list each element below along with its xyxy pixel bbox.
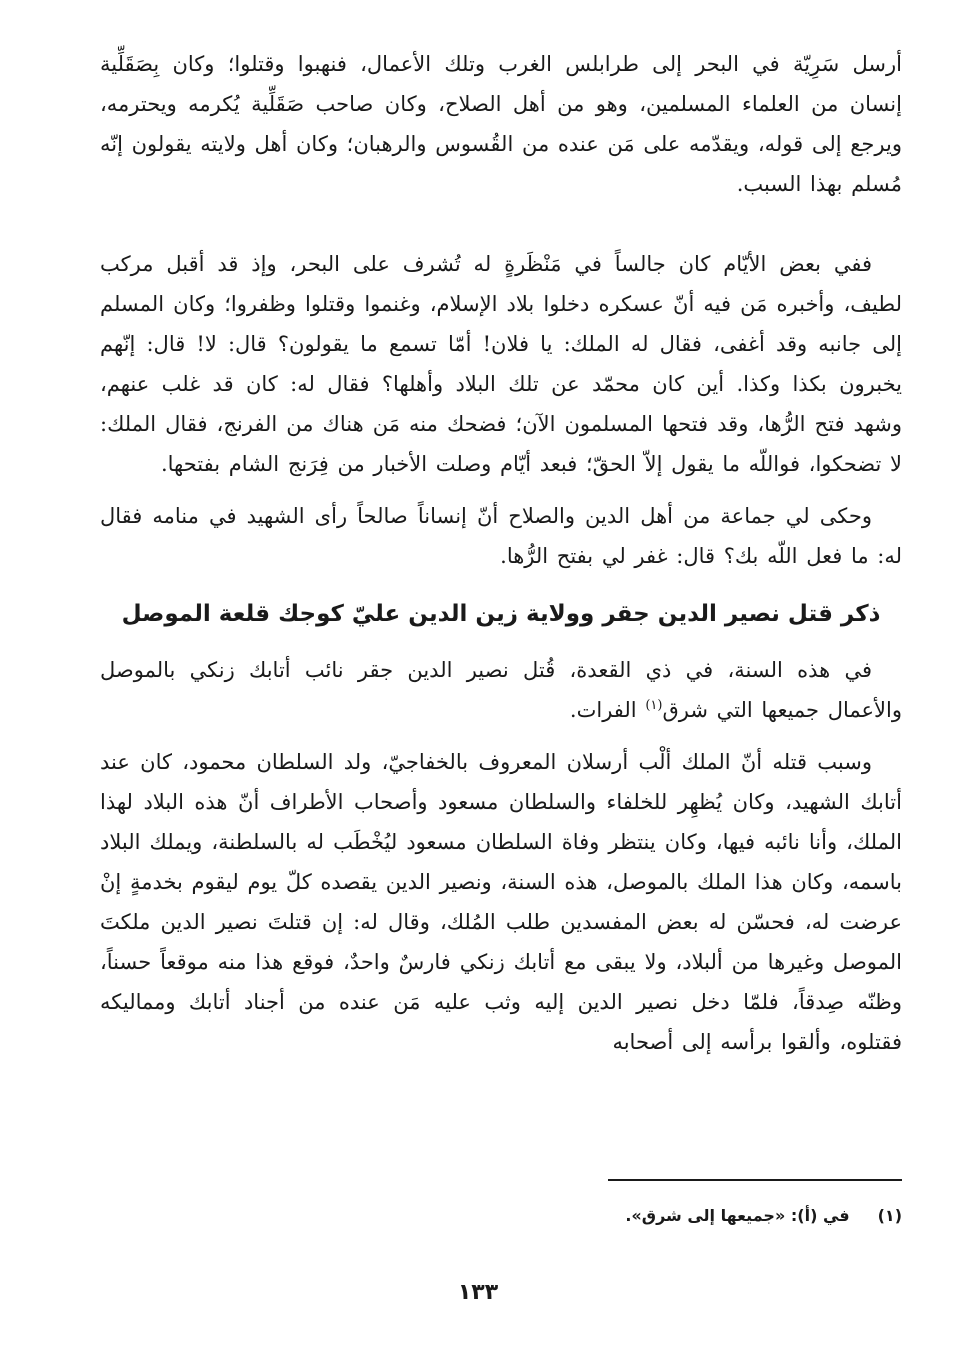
paragraph-1: أرسل سَرِيّة في البحر إلى طرابلس الغرب وتلك الأعمال، فنهبوا وقتلوا؛ وكان بِصَقَلِّية إنسان من العلماء المسلمين، وهو من أهل الصلاح، وكان صاحب صَقَلِّية يُكرمه ويحترمه، ويرجع إلى قوله، ويقدّمه على مَن عنده من القُسوس والرهبان؛ وكان أهل ولايته يقولون إنّه مُسلم بهذا السبب. [100,52,902,196]
paragraph-4-text: في هذه السنة، في ذي القعدة، قُتل نصير الدين جقر نائب أتابك زنكي بالموصل والأعمال جميعها التي شرق [100,658,902,722]
footnote-marker: (١) [645,698,663,713]
footnote-separator [608,1179,902,1181]
paragraph-2: ففي بعض الأيّام كان جالساً في مَنْظَرةٍ له تُشرف على البحر، وإذ قد أقبل مركب لطيف، وأخبره مَن فيه أنّ عسكره دخلوا بلاد الإسلام، وغنموا وقتلوا وظفروا؛ وكان المسلم إلى جانبه وقد أغفى، فقال له الملك: يا فلان! أمّا تسمع ما يقولون؟ قال: لا! قال: إنّهم يخبرون بكذا وكذا. أين كان محمّد عن تلك البلاد وأهلها؟ فقال له: كان قد غلب عنهم، وشهد فتح الرُّها، وقد فتحها المسلمون الآن؛ فضحك منه مَن هناك من الفرنج، فقال الملك: لا تضحكوا، فواللّه ما يقول إلاّ الحقّ؛ فبعد أيّام وصلت الأخبار من فِرَنج الشام بفتحها. [100,252,902,476]
paragraph-4 [100,650,902,730]
footnote-number: (١) [877,1206,902,1225]
paragraph-4-tail: الفرات. [569,698,646,722]
page-body [100,44,902,1062]
footnote [625,1203,902,1229]
paragraph-3: وحكى لي جماعة من أهل الدين والصلاح أنّ إنساناً صالحاً رأى الشهيد في منامه فقال له: ما فعل اللّه بك؟ قال: غفر لي بفتح الرُّها. [100,504,902,568]
footnote-text: في (أ): «جميعها إلى شرق». [625,1206,850,1225]
page-number: ١٣٣ [457,1280,499,1305]
section-heading: ذكر قتل نصير الدين جقر وولاية زين الدين عليّ كوجك قلعة الموصل [121,601,881,627]
paragraph-5: وسبب قتله أنّ الملك ألْب أرسلان المعروف بالخفاجيّ، ولد السلطان محمود، كان عند أتابك الشهيد، وكان يُظهِر للخلفاء والسلطان مسعود وأصحاب الأطراف أنّ هذه البلاد لهذا الملك، وأنا نائبه فيها، وكان ينتظر وفاة السلطان مسعود ليُخْطَب له بالسلطنة، ويملك البلاد باسمه، وكان هذا الملك بالموصل، هذه السنة، ونصير الدين يقصده كلّ يوم ليقوم بخدمةٍ إنْ عرضت له، فحسّن له بعض المفسدين طلب المُلك، وقال له: إن قتلتَ نصير الدين ملكتَ الموصل وغيرها من ألبلاد، ولا يبقى مع أتابك زنكي فارسٌ واحدٌ، فوقع هذا منه موقعاً حسناً، وظنّه صِدقاً، فلمّا دخل نصير الدين إليه وثب عليه مَن عنده من أجناد أتابك ومماليكه فقتلوه، وألقوا برأسه إلى أصحابه [100,750,902,1054]
